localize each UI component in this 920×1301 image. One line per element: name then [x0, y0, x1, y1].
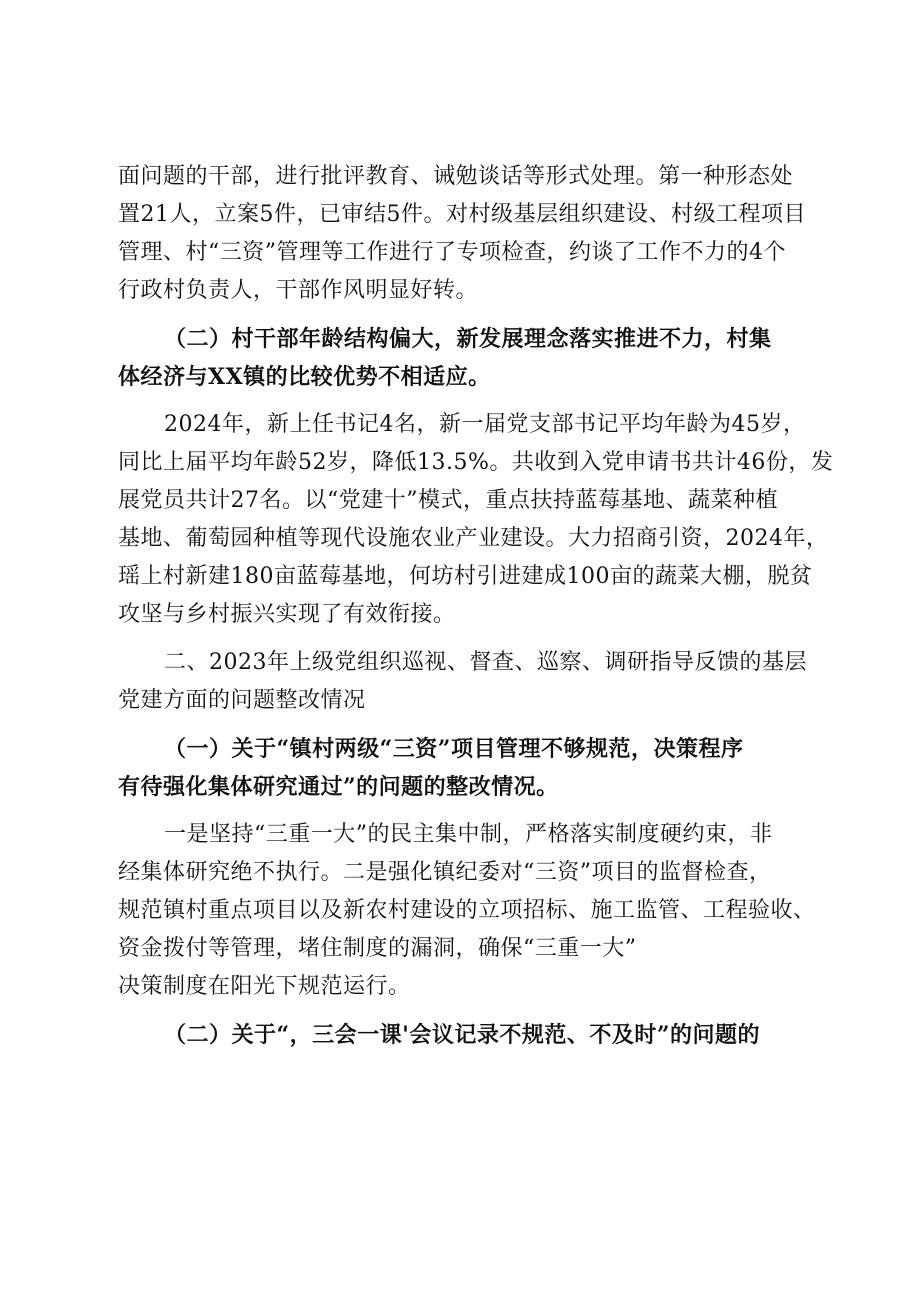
section-heading-line: （二）关于“，三会一课'会议记录不规范、不及时”的问题的: [164, 1022, 761, 1048]
paragraph-line: 攻坚与乡村振兴实现了有效衔接。: [118, 602, 456, 627]
paragraph-line: 2024年，新上任书记4名，新一届党支部书记平均年龄为45岁，: [164, 412, 806, 437]
paragraph-line: 规范镇村重点项目以及新农村建设的立项招标、施工监管、工程验收、: [118, 898, 816, 923]
section-heading-line: 体经济与XX镇的比较优势不相适应。: [118, 364, 491, 390]
paragraph-line: 置21人，立案5件，已审结5件。对村级基层组织建设、村级工程项目: [118, 202, 806, 227]
paragraph-line: 资金拨付等管理，堵住制度的漏洞，确保“三重一大”: [118, 936, 637, 961]
section-heading-line: 有待强化集体研究通过”的问题的整改情况。: [118, 774, 559, 800]
section-heading-line: （二）村干部年龄结构偏大，新发展理念落实推进不力，村集: [164, 326, 772, 352]
paragraph-line: 展党员共计27名。以“党建十”模式，重点扶持蓝莓基地、蔬菜种植: [118, 488, 778, 513]
section-heading-line: （一）关于“镇村两级“三资”项目管理不够规范，决策程序: [164, 736, 744, 762]
document-body: [118, 158, 834, 1054]
paragraph-line: 管理、村“三资”管理等工作进行了专项检查，约谈了工作不力的4个: [118, 240, 786, 265]
paragraph-line: 面问题的干部，进行批评教育、诫勉谈话等形式处理。第一种形态处: [118, 164, 794, 189]
paragraph-line: 经集体研究绝不执行。二是强化镇纪委对“三资”项目的监督检查，: [118, 860, 772, 885]
paragraph-line: 同比上届平均年龄52岁，降低13.5%。共收到入党申请书共计46份，发: [118, 450, 834, 475]
paragraph-line: 基地、葡萄园种植等现代设施农业产业建设。大力招商引资，2024年，: [118, 526, 829, 551]
chapter-heading-line: 二、2023年上级党组织巡视、督查、巡察、调研指导反馈的基层: [164, 650, 807, 675]
paragraph-line: 决策制度在阳光下规范运行。: [118, 974, 411, 999]
paragraph-line: 瑶上村新建180亩蓝莓基地，何坊村引进建成100亩的蔬菜大棚，脱贫: [118, 564, 813, 589]
paragraph-line: 一是坚持“三重一大”的民主集中制，严格落实制度硬约束，非: [164, 822, 773, 847]
paragraph-line: 行政村负责人，干部作风明显好转。: [118, 278, 479, 303]
chapter-heading-line: 党建方面的问题整改情况: [118, 688, 366, 713]
